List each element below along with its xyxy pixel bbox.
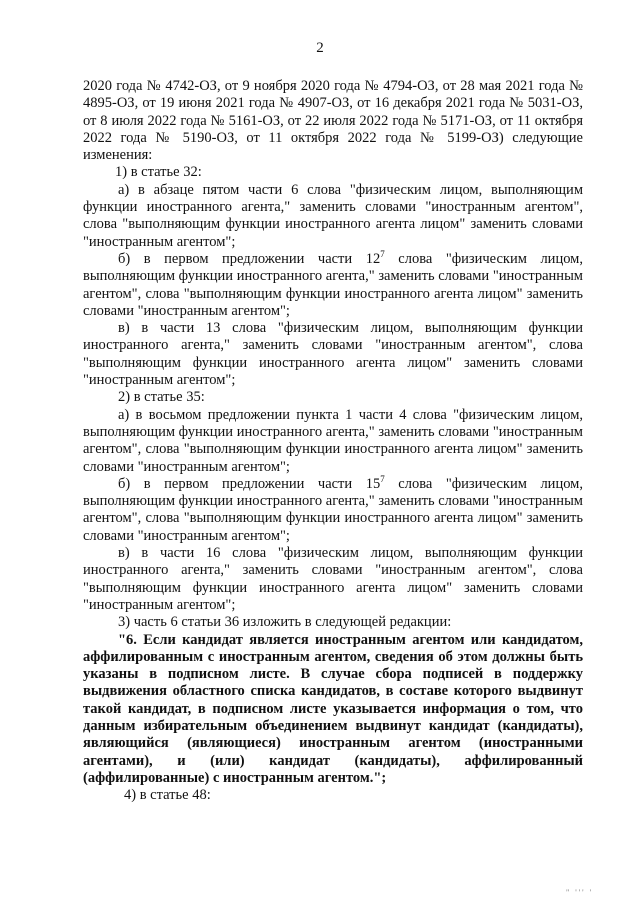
item-1b-text-start: б) в первом предложении части 12	[118, 250, 381, 267]
intro-paragraph: 2020 года № 4742-ОЗ, от 9 ноября 2020 года № 4794-ОЗ, от 28 мая 2021 года № 4895-ОЗ, от 19 июня 2021 года № 4907-ОЗ, от 16 декабря 2021 года № 5031-ОЗ, от 8 июля 2022 года № 5161-ОЗ, от 22 июля 2022 года № 5171-ОЗ, от 11 октября 2022 года № 5190-ОЗ, от 11 октября 2022 года № 5199-ОЗ) следующие изменения:	[83, 78, 583, 164]
item-2b-text-start: б) в первом предложении части 15	[118, 475, 381, 492]
item-1-heading: 1) в статье 32:	[115, 164, 202, 181]
item-2b-paragraph	[83, 473, 583, 545]
item-2b-superscript: 7	[380, 473, 385, 484]
item-1c-paragraph: в) в части 13 слова "физическим лицом, выполняющим функции иностранного агента," заменить словами "иностранным агентом", слова "выполняющим функции иностранного агента лицом" заменить словами "иностранным агентом";	[83, 320, 583, 389]
document-body	[83, 78, 583, 804]
item-3-quoted-text: "6. Если кандидат является иностранным агентом или кандидатом, аффилированным с иностранным агентом, сведения об этом должны быть указаны в подписном листе. В случае сбора подписей в поддержку выдвижения областного списка кандидатов, в составе которого выдвинут такой кандидат, в подписном листе указывается информация о том, что данным избирательным объединением выдвинут кандидат (кандидаты), являющийся (являющиеся) иностранным агентом (иностранными агентами), и (или) кандидат (кандидаты), аффилированный (аффилированные) с иностранным агентом.";	[83, 631, 583, 786]
item-1b-superscript: 7	[380, 248, 385, 259]
item-2b-text-end: слова "физическим лицом, выполняющим функции иностранного агента," заменить словами "иностранным агентом", слова "выполняющим функции иностранного агента лицом" заменить словами "иностранным агентом";	[83, 475, 583, 544]
item-2c-paragraph: в) в части 16 слова "физическим лицом, выполняющим функции иностранного агента," заменить словами "иностранным агентом", слова "выполняющим функции иностранного агента лицом" заменить словами "иностранным агентом";	[83, 545, 583, 613]
item-2a-paragraph: а) в восьмом предложении пункта 1 части 4 слова "физическим лицом, выполняющим функции иностранного агента," заменить словами "иностранным агентом", слова "выполняющим функции иностранного агента лицом" заменить словами "иностранным агентом";	[83, 406, 583, 475]
item-4-heading: 4) в статье 48:	[124, 787, 211, 804]
item-1b-text-end: слова "физическим лицом, выполняющим функции иностранного агента," заменить словами "иностранным агентом", слова "выполняющим функции иностранного агента лицом" заменить словами "иностранным агентом";	[83, 250, 583, 319]
item-2-heading: 2) в статье 35:	[118, 389, 205, 406]
footer-marks: " ''' '	[566, 888, 594, 897]
item-1b-paragraph	[83, 248, 583, 320]
item-1a-paragraph: а) в абзаце пятом части 6 слова "физическим лицом, выполняющим функции иностранного агента," заменить словами "иностранным агентом", слова "выполняющим функции иностранного агента лицом" заменить словами "иностранным агентом";	[83, 181, 583, 250]
item-3-heading: 3) часть 6 статьи 36 изложить в следующей редакции:	[118, 614, 452, 631]
page-number: 2	[316, 40, 324, 56]
